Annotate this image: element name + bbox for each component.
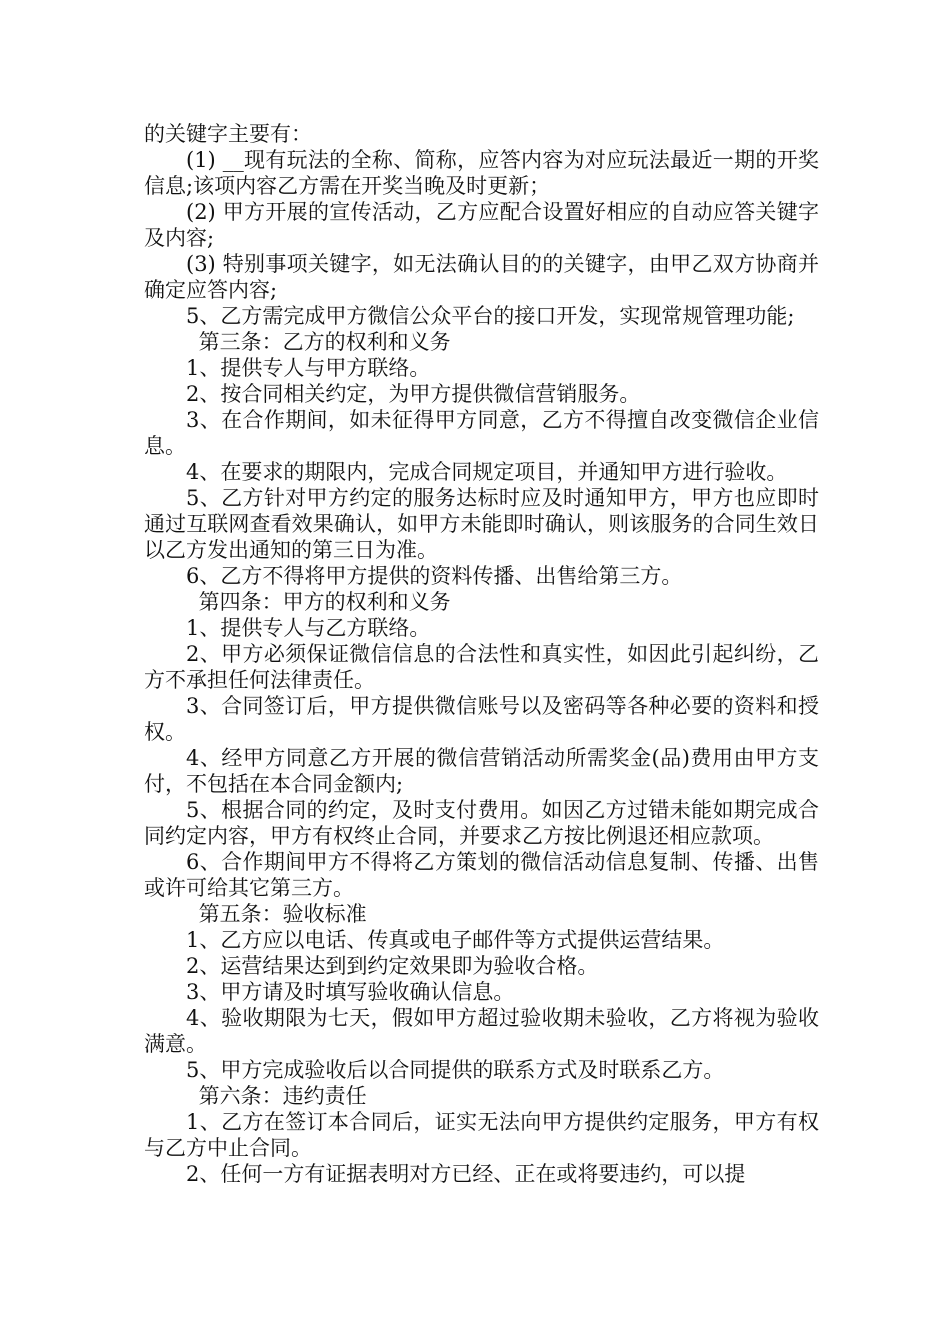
paragraph: 1、乙方应以电话、传真或电子邮件等方式提供运营结果。 [186,928,725,952]
paragraph: 3、合同签订后，甲方提供微信账号以及密码等各种必要的资料和授权。 [144,694,819,744]
paragraph: 2、按合同相关约定，为甲方提供微信营销服务。 [186,382,641,406]
section-heading: 第四条：甲方的权利和义务 [198,590,451,614]
paragraph: 2、任何一方有证据表明对方已经、正在或将要违约，可以提 [186,1162,746,1186]
paragraph: 1、乙方在签订本合同后，证实无法向甲方提供约定服务，甲方有权与乙方中止合同。 [144,1110,819,1160]
paragraph: 1、提供专人与乙方联络。 [186,616,431,640]
paragraph: 1、提供专人与甲方联络。 [186,356,431,380]
paragraph: 6、合作期间甲方不得将乙方策划的微信活动信息复制、传播、出售或许可给其它第三方。 [144,850,819,900]
paragraph: 4、在要求的期限内，完成合同规定项目，并通知甲方进行验收。 [186,460,788,484]
paragraph: 4、经甲方同意乙方开展的微信营销活动所需奖金(品)费用由甲方支付，不包括在本合同金额内; [144,746,819,796]
paragraph: 3、在合作期间，如未征得甲方同意，乙方不得擅自改变微信企业信息。 [144,408,819,458]
paragraph: 6、乙方不得将甲方提供的资料传播、出售给第三方。 [186,564,683,588]
section-heading: 第三条：乙方的权利和义务 [198,330,451,354]
paragraph: 4、验收期限为七天，假如甲方超过验收期未验收，乙方将视为验收满意。 [144,1006,819,1056]
paragraph: 5、根据合同的约定，及时支付费用。如因乙方过错未能如期完成合同约定内容，甲方有权终止合同，并要求乙方按比例退还相应款项。 [144,798,819,848]
section-heading: 第五条：验收标准 [198,902,367,926]
paragraph: (1) __现有玩法的全称、简称，应答内容为对应玩法最近一期的开奖信息;该项内容乙方需在开奖当晚及时更新； [144,148,819,198]
paragraph: (3) 特别事项关键字，如无法确认目的的关键字，由甲乙双方协商并确定应答内容; [144,252,819,302]
paragraph: 2、运营结果达到到约定效果即为验收合格。 [186,954,599,978]
document-body [144,121,819,1187]
paragraph: 5、乙方需完成甲方微信公众平台的接口开发，实现常规管理功能; [186,304,795,328]
paragraph: 2、甲方必须保证微信信息的合法性和真实性，如因此引起纠纷，乙方不承担任何法律责任。 [144,642,819,692]
paragraph: (2) 甲方开展的宣传活动，乙方应配合设置好相应的自动应答关键字及内容; [144,200,819,250]
paragraph: 5、乙方针对甲方约定的服务达标时应及时通知甲方，甲方也应即时通过互联网查看效果确认，如甲方未能即时确认，则该服务的合同生效日以乙方发出通知的第三日为准。 [144,486,819,562]
section-heading: 第六条：违约责任 [198,1084,367,1108]
paragraph: 的关键字主要有： [144,122,312,146]
paragraph: 3、甲方请及时填写验收确认信息。 [186,980,515,1004]
paragraph: 5、甲方完成验收后以合同提供的联系方式及时联系乙方。 [186,1058,725,1082]
